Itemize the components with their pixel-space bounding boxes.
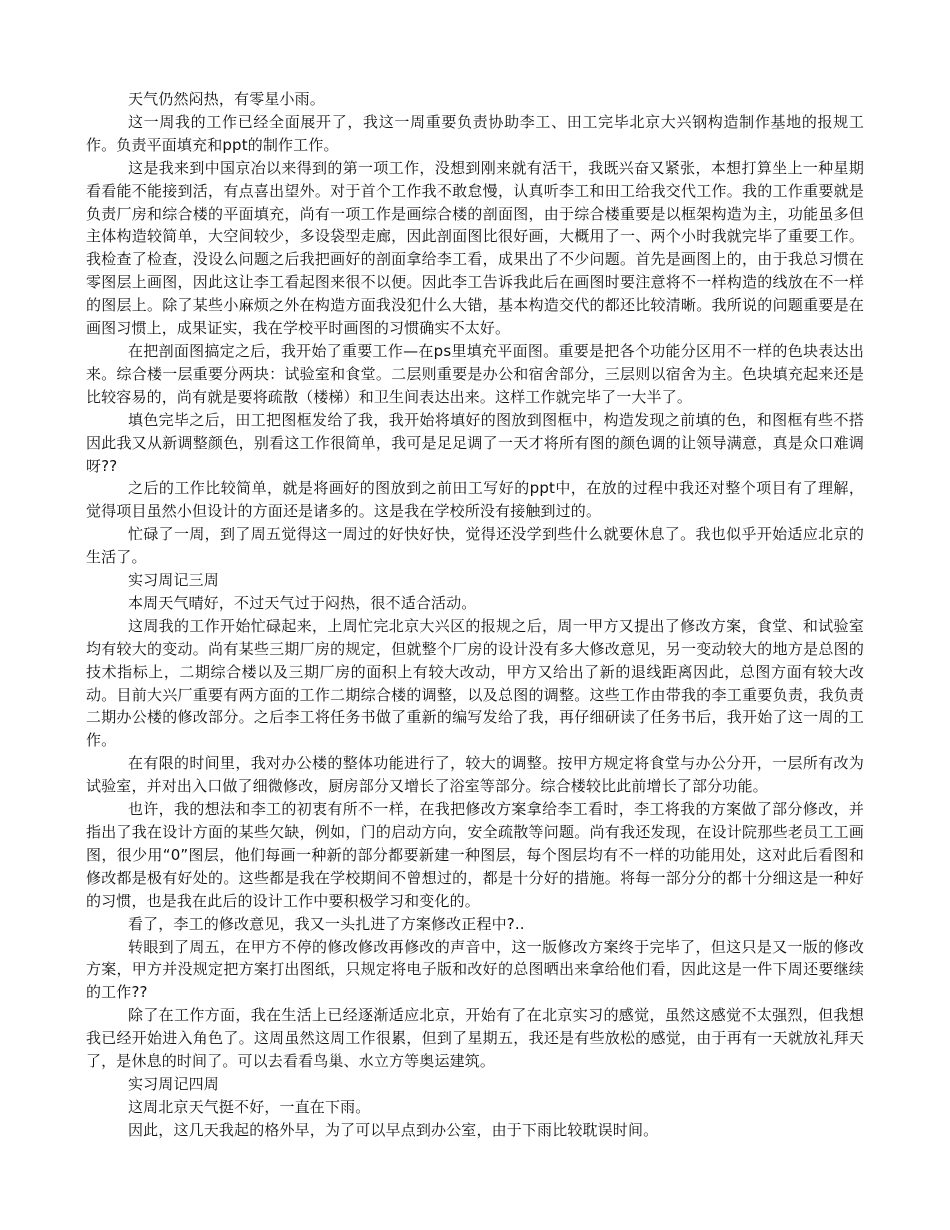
paragraph-color-fill: 在把剖面图搞定之后，我开始了重要工作—在ps里填充平面图。重要是把各个功能分区用不一样的色块表达出来。综合楼一层重要分两块：试验室和食堂。二层则重要是办公和宿舍部分，三层则以宿舍为主。色块填充起来还是比较容易的，尚有就是要将疏散（楼梯）和卫生间表达出来。这样工作就完毕了一大半了。 — [86, 341, 864, 406]
paragraph-back-to-work: 看了，李工的修改意见，我又一头扎进了方案修改正程中?.. — [128, 914, 525, 933]
paragraph-weather-week3: 本周天气晴好，不过天气过于闷热，很不适合活动。 — [128, 593, 477, 612]
paragraph-friday-revision: 转眼到了周五，在甲方不停的修改修改再修改的声音中，这一版修改方案终于完毕了，但这只是又一版的修改方案，甲方并没规定把方案打出图纸，只规定将电子版和改好的总图晒出来拿给他们看，因此这是一件下周还要继续的工作?? — [86, 937, 864, 1002]
paragraph-revision-plan: 这周我的工作开始忙碌起来，上周忙完北京大兴区的报规之后，周一甲方又提出了修改方案，食堂、和试验室均有较大的变动。尚有某些三期厂房的规定，但就整个厂房的设计没有多大修改意见，另一变动较大的地方是总图的技术指标上，二期综合楼以及三期厂房的面积上有较大改动，甲方又给出了新的退线距离因此，总图方面有较大改动。目前大兴厂重要有两方面的工作二期综合楼的调整，以及总图的调整。这些工作由带我的李工重要负责，我负责二期办公楼的修改部分。之后李工将任务书做了重新的编写发给了我，再仔细研读了任务书后，我开始了这一周的工作。 — [86, 616, 864, 750]
paragraph-life-in-beijing: 除了在工作方面，我在生活上已经逐渐适应北京，开始有了在北京实习的感觉，虽然这感觉不太强烈，但我想我已经开始进入角色了。这周虽然这周工作很累，但到了星期五，我还是有些放松的感觉，由于再有一天就放礼拜天了，是休息的时间了。可以去看看鸟巢、水立方等奥运建筑。 — [86, 1006, 864, 1071]
document-page — [86, 88, 864, 1142]
paragraph-frame-colors: 填色完毕之后，田工把图框发给了我，我开始将填好的图放到图框中，构造发现之前填的色，和图框有些不搭因此我又从新调整颜色，别看这工作很简单，我可是足足调了一天才将所有图的颜色调的让领导满意，真是众口难调呀?? — [86, 410, 864, 475]
paragraph-layer-habits: 也许，我的想法和李工的初衷有所不一样，在我把修改方案拿给李工看时，李工将我的方案做了部分修改，并指出了我在设计方面的某些欠缺，例如，门的启动方向，安全疏散等问题。尚有我还发现，在设计院那些老员工工画图，很少用“0”图层，他们每画一种新的部分都要新建一种图层，每个图层均有不一样的功能用处，这对此后看图和修改都是极有好处的。这些都是我在学校期间不曾想过的，都是十分好的措施。将每一部分分的都十分细这是一种好的习惯，也是我在此后的设计工作中要积极学习和变化的。 — [86, 800, 864, 910]
paragraph-weather-week4: 这周北京天气挺不好，一直在下雨。 — [128, 1097, 371, 1116]
paragraph-first-task: 这是我来到中国京冶以来得到的第一项工作，没想到刚来就有活干，我既兴奋又紧张，本想打算坐上一种星期看看能不能接到活，有点喜出望外。对于首个工作我不敢怠慢，认真听李工和田工给我交代工作。我的工作重要就是负责厂房和综合楼的平面填充，尚有一项工作是画综合楼的剖面图，由于综合楼重要是以框架构造为主，功能虽多但主体构造较简单，大空间较少，多设袋型走廊，因此剖面图比很好画，大概用了一、两个小时我就完毕了重要工作。我检查了检查，没设么问题之后我把画好的剖面拿给李工看，成果出了不少问题。首先是画图上的，由于我总习惯在零图层上画图，因此这让李工看起图来很不以便。因此李工告诉我此后在画图时要注意将不一样构造的线放在不一样的图层上。除了某些小麻烦之外在构造方面我没犯什么大错，基本构造交代的都还比较清晰。我所说的问题重要是在画图习惯上，成果证实，我在学校平时画图的习惯确实不太好。 — [86, 158, 864, 338]
paragraph-week2-overview: 这一周我的工作已经全面展开了，我这一周重要负责协助李工、田工完毕北京大兴钢构造制作基地的报规工作。负责平面填充和ppt的制作工作。 — [86, 112, 864, 154]
paragraph-office-adjustment: 在有限的时间里，我对办公楼的整体功能进行了，较大的调整。按甲方规定将食堂与办公分开，一层所有改为试验室，并对出入口做了细微修改，厨房部分又增长了浴室等部分。综合楼较比此前增长了部分功能。 — [86, 754, 864, 796]
heading-week4: 实习周记四周 — [128, 1074, 219, 1093]
paragraph-week-end: 忙碌了一周，到了周五觉得这一周过的好快好快，觉得还没学到些什么就要休息了。我也似乎开始适应北京的生活了。 — [86, 525, 864, 567]
paragraph-early-start: 因此，这几天我起的格外早，为了可以早点到办公室，由于下雨比较耽误时间。 — [128, 1120, 659, 1139]
paragraph-weather-week2: 天气仍然闷热，有零星小雨。 — [128, 90, 325, 108]
heading-week3: 实习周记三周 — [128, 571, 219, 590]
paragraph-ppt-work: 之后的工作比较简单，就是将画好的图放到之前田工写好的ppt中，在放的过程中我还对整个项目有了理解，觉得项目虽然小但设计的方面还是诸多的。这是我在学校所没有接触到过的。 — [86, 479, 864, 521]
